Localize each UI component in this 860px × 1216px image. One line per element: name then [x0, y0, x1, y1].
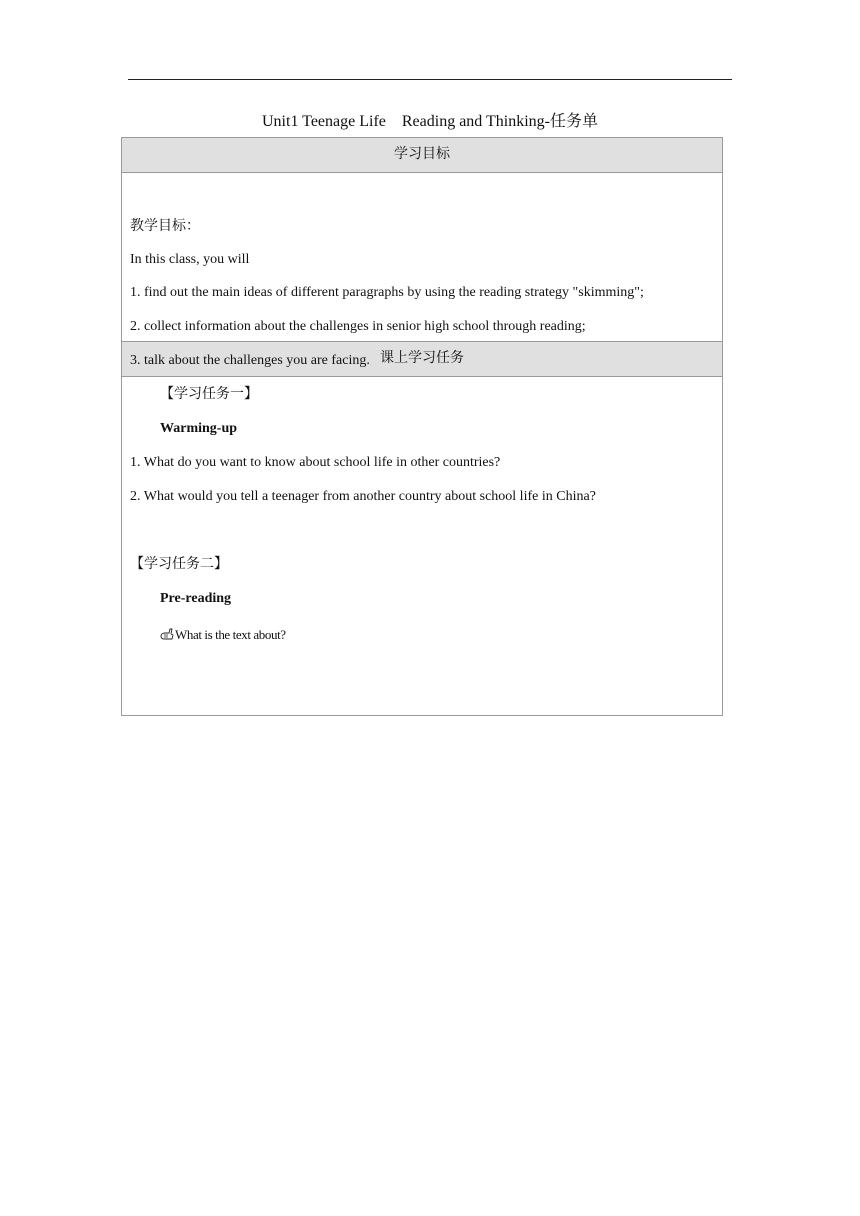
tasks-header: 课上学习任务	[122, 341, 722, 377]
goal-item: 2. collect information about the challenges in senior high school through reading;	[130, 319, 586, 334]
pointing-hand-icon	[160, 628, 174, 640]
task1-heading: Warming-up	[160, 421, 238, 436]
task2-heading: Pre-reading	[160, 591, 232, 606]
goals-intro: In this class, you will	[130, 252, 250, 267]
task2-prompt: What is the text about?	[175, 627, 286, 642]
goals-header: 学习目标	[122, 138, 722, 173]
document-title: Unit1 Teenage Life Reading and Thinking-任务单	[262, 113, 598, 130]
task1-question: 2. What would you tell a teenager from another country about school life in China?	[130, 489, 596, 504]
task1-label: 【学习任务一】	[160, 387, 258, 402]
task2-label: 【学习任务二】	[130, 557, 228, 572]
worksheet-table	[121, 137, 723, 716]
task1-question: 1. What do you want to know about school life in other countries?	[130, 455, 501, 470]
tasks-cell	[122, 377, 722, 715]
task2-prompt-line	[160, 626, 286, 644]
goals-label: 教学目标：	[130, 219, 200, 234]
goal-item: 1. find out the main ideas of different paragraphs by using the reading strategy "skimming";	[130, 285, 644, 300]
header-rule	[128, 79, 732, 80]
goal-item: 3. talk about the challenges you are facing.	[130, 353, 370, 368]
